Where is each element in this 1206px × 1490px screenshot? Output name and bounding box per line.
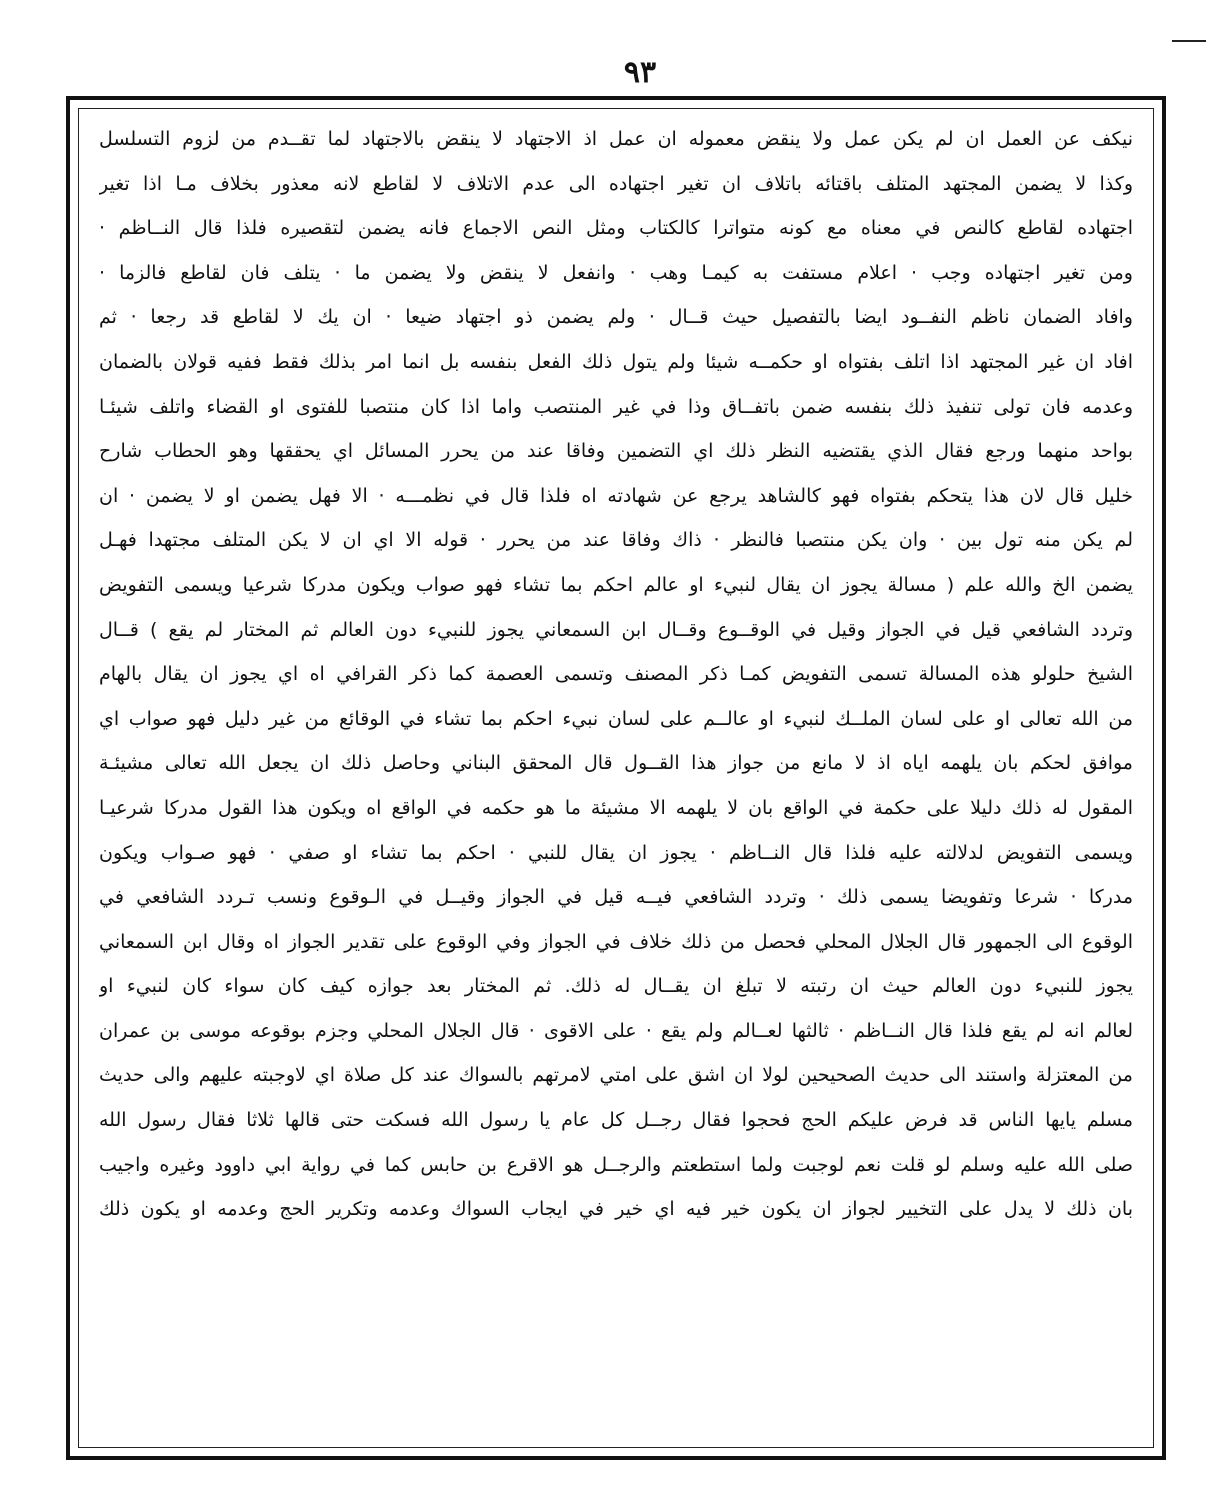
- text-line: وافاد الضمان ناظم النفــود ايضا بالتفصيل حيث قــال · ولم يضمن ذو اجتهاد ضيعا · ان يك لا لقاطع قد رجعا · ثم: [99, 306, 1133, 329]
- text-line: من المعتزلة واستند الى حديث الصحيحين لولا ان اشق على امتي لامرتهم بالسواك عند كل صلاة اي لاوجبته عليهم والى حديث: [99, 1064, 1133, 1087]
- text-line: بواحد منهما ورجع فقال الذي يقتضيه النظر ذلك اي التضمين وفاقا عند من يحرر المسائل اي يحققها وهو الحطاب شارح: [99, 440, 1133, 463]
- text-line: صلى الله عليه وسلم لو قلت نعم لوجبت ولما استطعتم والرجــل هو الاقرع بن حابس كما في رواية ابي داوود وغيره واجيب: [99, 1153, 1133, 1176]
- text-line: مسلم يايها الناس قد فرض عليكم الحج فحجوا فقال رجــل كل عام يا رسول الله فسكت حتى قالها ثلاثا فقال رسول الله: [99, 1109, 1133, 1132]
- text-line: من الله تعالى او على لسان الملــك لنبيء او عالــم على لسان نبيء احكم بما تشاء في الوقائع من غير دليل فهو صواب اي: [99, 707, 1133, 730]
- page-number: ٩٣: [623, 55, 657, 90]
- text-line: ويسمى التفويض لدلالته عليه فلذا قال النــاظم · يجوز ان يقال للنبي · احكم بما تشاء او صفي · فهو صـواب ويكون: [99, 841, 1133, 864]
- corner-mark: [1172, 40, 1206, 42]
- text-line: موافق لحكم بان يلهمه اياه اذ لا مانع من جواز هذا القــول قال المحقق البناني وحاصل ذلك ان يجعل الله تعالى مشيئـة: [99, 752, 1133, 775]
- text-line: وتردد الشافعي قيل في الجواز وقيل في الوقــوع وقــال ابن السمعاني يجوز للنبيء دون العالم ثم المختار لم يقع ) قــال: [99, 618, 1133, 641]
- text-body: [99, 117, 1133, 1441]
- text-line: لعالم انه لم يقع فلذا قال النــاظم · ثالثها لعــالم ولم يقع · على الاقوى · قال الجلال المحلي وجزم بوقوعه موسى بن عمران: [99, 1019, 1133, 1042]
- text-line: وعدمه فان تولى تنفيذ ذلك بنفسه ضمن باتفــاق وذا في غير المنتصب واما اذا كان منتصبا للفتوى او القضاء واتلف شيئـا: [99, 395, 1133, 418]
- page-frame: [66, 96, 1166, 1460]
- text-line: اجتهاده لقاطع كالنص في معناه مع كونه متواترا كالكتاب ومثل النص الاجماع فانه يضمن لتقصيره فلذا قال النــاظم ·: [99, 217, 1133, 240]
- text-line: ومن تغير اجتهاده وجب · اعلام مستفت به كيمـا وهب · وانفعل لا ينقض ولا يضمن ما · يتلف فان لقاطع فالزما ·: [99, 261, 1133, 284]
- text-line: الوقوع الى الجمهور قال الجلال المحلي فحصل من ذلك خلاف في الجواز وفي الوقوع على تقدير الجواز اه وقال ابن السمعاني: [99, 930, 1133, 953]
- text-line: خليل قال لان هذا يتحكم بفتواه فهو كالشاهد يرجع عن شهادته اه فلذا قال في نظمـــه · الا فهل يضمن او لا يضمن · ان: [99, 484, 1133, 507]
- text-line: نيكف عن العمل ان لم يكن عمل ولا ينقض معموله ان عمل اذ الاجتهاد لا ينقض بالاجتهاد لما تقــدم من لزوم التسلسل: [99, 128, 1133, 150]
- text-line: يجوز للنبيء دون العالم حيث ان رتبته لا تبلغ ان يقــال له ذلك. ثم المختار بعد جوازه كيف كان سواء كان لنبيء او: [99, 975, 1133, 998]
- text-line: افاد ان غير المجتهد اذا اتلف بفتواه او حكمــه شيئا ولم يتول ذلك الفعل بنفسه بل انما امر بذلك فقط ففيه قولان بالضمان: [99, 350, 1133, 373]
- text-line: يضمن الخ والله علم ( مسالة يجوز ان يقال لنبيء او عالم احكم بما تشاء فهو صواب ويكون مدركا شرعيا ويسمى التفويض: [99, 573, 1133, 596]
- text-line: وكذا لا يضمن المجتهد المتلف باقتائه باتلاف ان تغير اجتهاده الى عدم الاتلاف لا لقاطع لانه معذور بخلاف مـا اذا تغير: [99, 172, 1133, 195]
- text-line: المقول له ذلك دليلا على حكمة في الواقع بان لا يلهمه الا مشيئة ما هو حكمه في الواقع اه ويكون هذا القول مدركا شرعيـا: [99, 796, 1133, 819]
- text-line: مدركا · شرعا وتفويضا يسمى ذلك · وتردد الشافعي فيــه قيل في الجواز وقيــل في الـوقوع ونسب تـردد الشافعي في: [99, 886, 1133, 909]
- text-line: بان ذلك لا يدل على التخيير لجواز ان يكون خير فيه اي خير في ايجاب السواك وعدمه وتكرير الحج وعدمه او يكون ذلك: [99, 1198, 1133, 1221]
- text-line: الشيخ حلولو هذه المسالة تسمى التفويض كمـا ذكر المصنف وتسمى العصمة كما ذكر القرافي اه اي يجوز ان يقال بالهام: [99, 663, 1133, 686]
- text-line: لم يكن منه تول بين · وان يكن منتصبا فالنظر · ذاك وفاقا عند من يحرر · قوله الا اي ان لا يكن المتلف مجتهدا فهـل: [99, 529, 1133, 552]
- page-frame-inner: [78, 108, 1154, 1448]
